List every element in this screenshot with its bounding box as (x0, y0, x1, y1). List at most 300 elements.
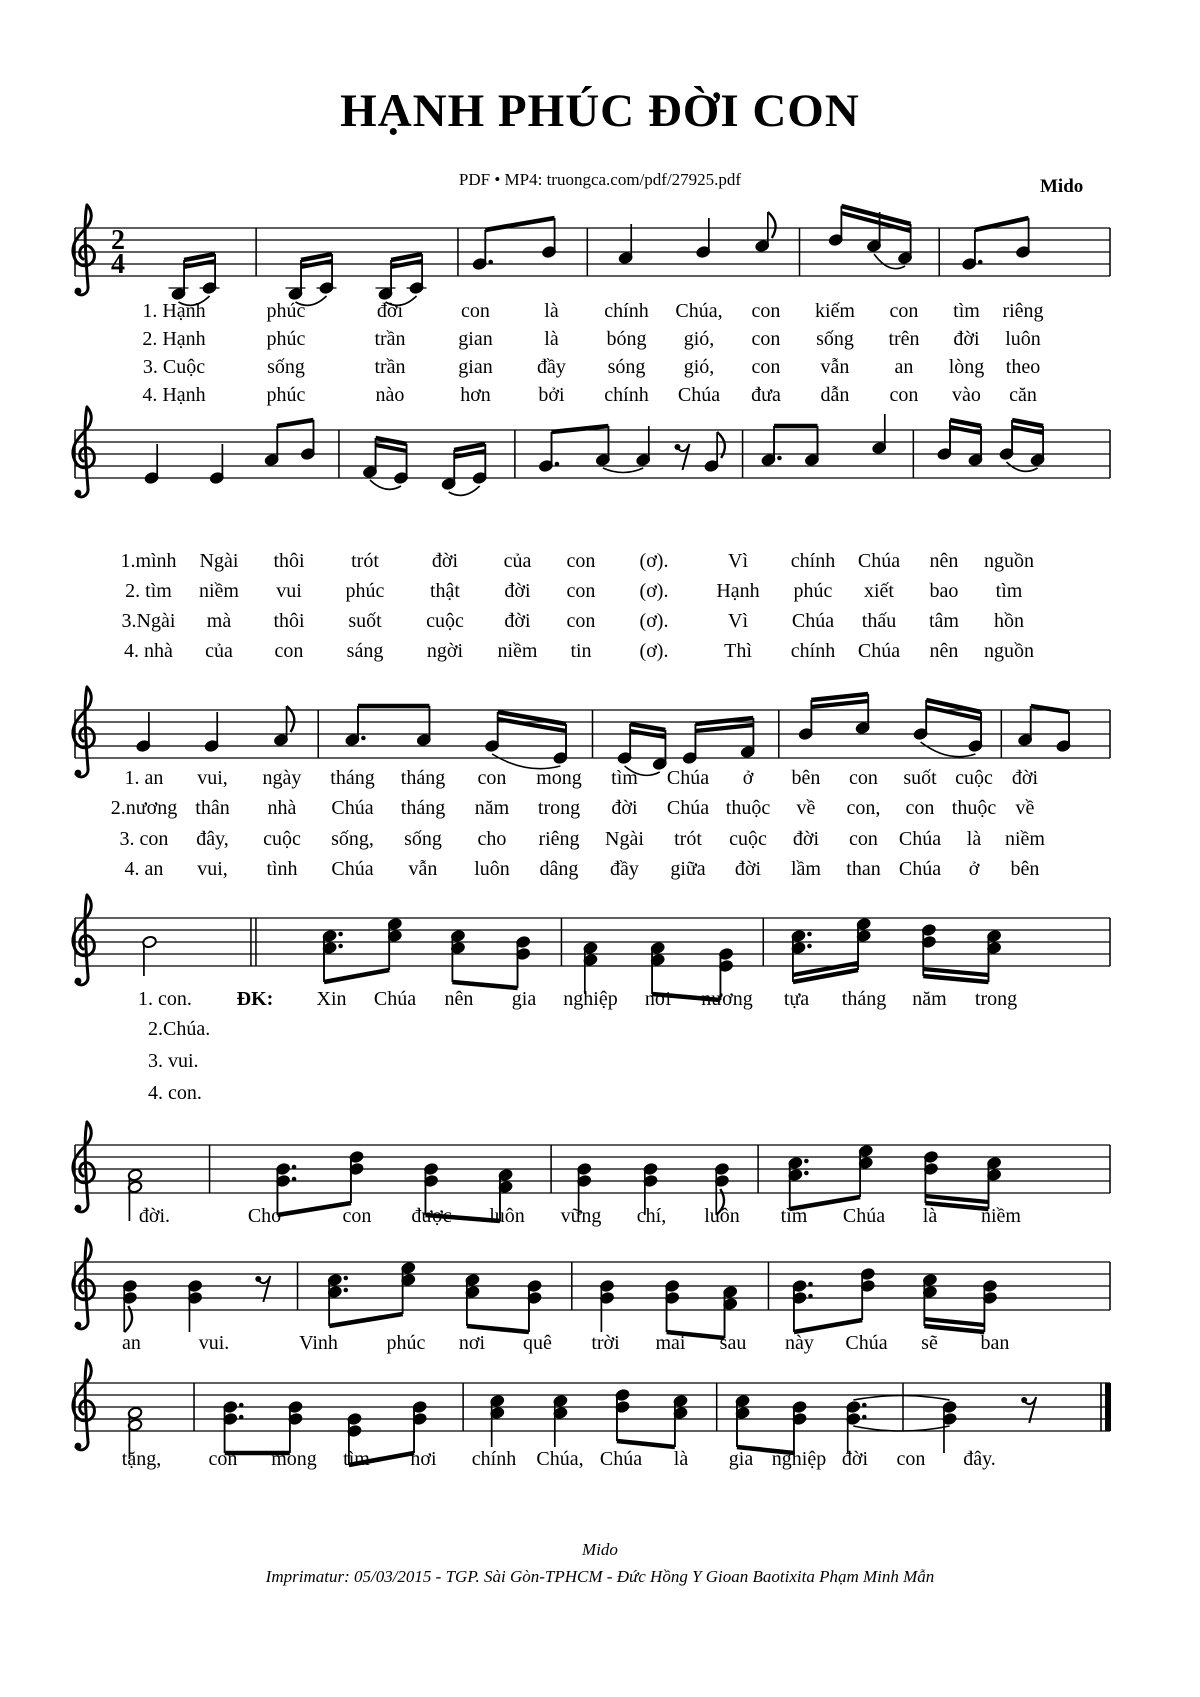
verse-line (110, 795, 1050, 821)
verse-ending: 4. con. (148, 1082, 202, 1104)
lyric-word: niềm (199, 580, 239, 602)
augmentation-dot (978, 260, 983, 265)
treble-clef-icon (75, 1443, 82, 1450)
lyric-word: luôn (704, 1205, 740, 1227)
lyric-word: vẫn (820, 356, 850, 378)
lyric-word: này (785, 1332, 814, 1354)
lyric-word: là (966, 828, 982, 850)
lyric-word: con (751, 300, 781, 322)
lyric-word: con (849, 767, 878, 789)
augmentation-dot (343, 1276, 348, 1281)
verse-line (120, 298, 1050, 324)
lyric-word: thôi (273, 550, 305, 572)
lyric-word: tìm (995, 580, 1023, 602)
lyric-word: Chúa (845, 1332, 888, 1354)
lyric-word: năm (912, 988, 947, 1010)
lyric-word: riêng (1002, 300, 1044, 322)
lyric-word: (ơ). (639, 550, 669, 572)
lyric-word: quê (523, 1332, 552, 1354)
augmentation-dot (488, 260, 493, 265)
beam (695, 725, 753, 731)
lyric-word: bóng (606, 328, 647, 350)
lyric-word: bởi (538, 384, 565, 406)
lyric-word: Chúa (677, 384, 721, 406)
lyric-word: vui. (198, 1332, 230, 1354)
lyric-word: than (846, 858, 881, 880)
verse-line (120, 354, 1050, 380)
beam (923, 976, 988, 982)
lyric-word: 4. Hạnh (142, 384, 206, 406)
beam (301, 254, 332, 260)
lyric-word: Chúa (331, 797, 374, 819)
composer-name: Mido (1040, 176, 1084, 197)
beam (454, 451, 485, 457)
lyric-word: con (208, 1448, 238, 1470)
lyric-word: trần (374, 328, 406, 350)
slur (603, 468, 643, 473)
treble-clef-icon (73, 687, 95, 748)
lyric-word: là (922, 1205, 938, 1227)
lyric-word: con, (846, 797, 881, 819)
lyric-word: nguồn (984, 550, 1034, 572)
lyric-word: chí, (636, 1205, 667, 1227)
lyric-word: luôn (489, 1205, 525, 1227)
lyric-word: năm (474, 797, 510, 819)
lyric-word: kiếm (815, 300, 855, 322)
lyric-word: tháng (400, 797, 446, 819)
lyric-word: chính (790, 640, 836, 662)
lyric-word: 3.Ngài (121, 610, 176, 632)
verse-line (110, 826, 1050, 852)
verse-line (120, 326, 1050, 352)
refrain-line (120, 986, 1030, 1012)
augmentation-dot (239, 1415, 244, 1420)
lyric-word: 2. tìm (125, 580, 172, 602)
lyric-word: 3. Cuộc (142, 356, 206, 378)
augmentation-dot (338, 932, 343, 937)
lyric-word: Ngài (605, 828, 644, 850)
beam (391, 261, 422, 267)
lyric-word: được (411, 1205, 452, 1227)
beam (1012, 420, 1043, 426)
treble-clef-icon (73, 205, 95, 266)
lyric-word: Chúa (857, 550, 901, 572)
lyric-word: hơn (460, 384, 491, 406)
lyric-word: chính (471, 1448, 517, 1470)
lyric-word: tin (570, 640, 592, 662)
lyric-word: Chúa (373, 988, 417, 1010)
lyric-word: cho (477, 828, 507, 850)
lyric-word: bên (791, 767, 821, 789)
lyric-word: sống (816, 328, 854, 350)
refrain-label: ĐK: (236, 988, 274, 1010)
augmentation-dot (555, 462, 560, 467)
lyric-word: Vinh (299, 1332, 338, 1354)
lyric-word: là (544, 328, 559, 350)
beam (324, 970, 389, 982)
lyric-word: 1. an (124, 767, 164, 789)
lyric-word: trót (674, 828, 702, 850)
lyric-word: an (122, 1332, 141, 1354)
lyric-word: phúc (266, 300, 306, 322)
lyric-word: Chúa, (675, 300, 723, 322)
lyric-word: của (503, 550, 532, 572)
lyric-word: niềm (497, 640, 538, 662)
lyric-word: Chúa, (536, 1448, 584, 1470)
lyric-word: tháng (400, 767, 446, 789)
lyric-word: riêng (538, 828, 580, 850)
lyric-word: gian (458, 356, 493, 378)
lyric-word: 3. con (119, 828, 169, 850)
lyric-word: ngời (426, 640, 464, 662)
treble-clef-icon (76, 895, 88, 985)
lyric-word: đây, (196, 828, 229, 850)
page-title: HẠNH PHÚC ĐỜI CON (340, 85, 860, 137)
lyric-word: vui, (197, 858, 228, 880)
lyric-word: mong (536, 767, 582, 789)
lyric-word: trần (374, 356, 406, 378)
lyric-word: về (796, 797, 816, 819)
lyric-word: dâng (539, 858, 579, 880)
lyric-word: Chúa (898, 828, 942, 850)
lyric-word: Chúa (857, 640, 901, 662)
lyric-word: 4. nhà (124, 640, 173, 662)
lyric-word: lòng (948, 356, 985, 378)
augmentation-dot (862, 1415, 867, 1420)
lyric-word: đưa (751, 384, 781, 406)
lyric-word: sống, (331, 828, 374, 850)
lyric-word: vào (952, 384, 981, 406)
beam (376, 445, 407, 451)
lyric-word: 1. Hạnh (142, 300, 206, 322)
lyric-word: con (751, 356, 781, 378)
lyric-word: gia (511, 988, 537, 1010)
lyric-word: là (673, 1448, 689, 1470)
verse-ending: 3. vui. (148, 1050, 199, 1072)
lyric-word: 4. an (124, 858, 164, 880)
treble-clef-icon (76, 205, 88, 295)
lyric-word: Hạnh (716, 580, 760, 602)
treble-clef-icon (76, 1360, 88, 1450)
lyric-word: trót (351, 550, 379, 572)
augmentation-dot (239, 1403, 244, 1408)
lyric-word: đời (1011, 767, 1039, 789)
lyric-word: con (566, 580, 596, 602)
lyric-word: nào (375, 384, 405, 406)
lyric-word: Vì (728, 610, 748, 632)
lyric-word: con (342, 1205, 372, 1227)
refrain-line (100, 1330, 1030, 1356)
lyric-word: 2.nương (110, 797, 178, 819)
treble-clef-icon (75, 770, 82, 777)
lyric-word: nguồn (984, 640, 1034, 662)
augmentation-dot (807, 944, 812, 949)
beam (950, 427, 981, 433)
lyric-word: gia (728, 1448, 754, 1470)
lyric-word: bao (929, 580, 959, 602)
augmentation-dot (777, 456, 782, 461)
lyric-word: thuộc (725, 797, 771, 819)
lyric-word: tìm (953, 300, 980, 322)
beam (811, 694, 868, 700)
source-url-line: PDF • MP4: truongca.com/pdf/27925.pdf (458, 170, 742, 189)
lyric-word: đời (953, 328, 980, 350)
staff-system-3 (60, 665, 1160, 815)
lyric-word: nơi (644, 988, 672, 1010)
beam (376, 438, 407, 444)
beam (695, 718, 753, 724)
slur (921, 742, 976, 757)
lyric-word: theo (1005, 356, 1041, 378)
lyric-word: luôn (474, 858, 510, 880)
augmentation-dot (862, 1403, 867, 1408)
lyric-word: giữa (670, 858, 706, 880)
lyric-word: đời. (138, 1205, 171, 1227)
lyric-word: ban (980, 1332, 1010, 1354)
lyric-word: (ơ). (639, 610, 669, 632)
beam (184, 254, 215, 260)
beam (184, 261, 215, 267)
verse-ending-word: 1. con. (138, 988, 192, 1010)
lyric-word: tháng (841, 988, 887, 1010)
lyric-word: vẫn (408, 858, 438, 880)
lyric-word: phúc (793, 580, 833, 602)
lyric-word: con (477, 767, 507, 789)
augmentation-dot (343, 1288, 348, 1293)
lyric-word: mong (271, 1448, 317, 1470)
lyric-word: con (889, 384, 919, 406)
beam (301, 261, 332, 267)
lyric-word: sóng (607, 356, 646, 378)
lyric-word: gian (458, 328, 493, 350)
beam (391, 254, 422, 260)
tie (853, 1426, 949, 1431)
verse-line (112, 638, 1042, 664)
lyric-word: con (849, 828, 878, 850)
lyric-word: nên (444, 988, 474, 1010)
lyric-word: đầy (610, 858, 639, 880)
treble-clef-icon (75, 490, 82, 497)
lyric-word: Thì (724, 640, 752, 662)
lyric-word: nghiệp (563, 988, 618, 1010)
lyric-word: đời (431, 550, 459, 572)
lyric-word: an (894, 356, 914, 378)
lyric-word: gió, (683, 328, 715, 350)
lyric-word: trong (974, 988, 1018, 1010)
lyric-word: sau (719, 1332, 747, 1354)
lyric-word: gió, (683, 356, 715, 378)
lyric-word: con (896, 1448, 926, 1470)
lyric-word: trong (537, 797, 581, 819)
beam (811, 701, 868, 707)
augmentation-dot (808, 1282, 813, 1287)
lyric-word: hồn (994, 610, 1024, 632)
beam (950, 420, 981, 426)
lyric-word: cuộc (263, 828, 301, 850)
verse-ending: 2.Chúa. (148, 1018, 211, 1040)
treble-clef-icon (73, 1122, 95, 1183)
lyric-word: Ngài (199, 550, 239, 572)
treble-clef-icon (73, 895, 95, 956)
lyric-word: của (205, 640, 233, 662)
lyric-word: con (566, 610, 596, 632)
verse-line (112, 608, 1042, 634)
lyric-word: sáng (346, 640, 384, 662)
lyric-word: thật (430, 580, 460, 602)
lyric-word: niềm (981, 1205, 1021, 1227)
lyric-word: thấu (861, 610, 897, 632)
lyric-word: bên (1010, 858, 1040, 880)
beam (630, 731, 665, 737)
augmentation-dot (292, 1165, 297, 1170)
treble-clef-icon (75, 978, 82, 985)
lyric-word: Chúa (791, 610, 835, 632)
verse-line (110, 765, 1050, 791)
lyric-word: lầm (791, 858, 821, 880)
lyric-word: trời (591, 1332, 620, 1354)
lyric-word: căn (1009, 384, 1037, 406)
lyric-word: suốt (903, 767, 937, 789)
treble-clef-icon (73, 1239, 95, 1300)
lyric-word: trên (888, 328, 920, 350)
lyric-word: đầy (537, 356, 566, 378)
lyric-word: vui, (197, 767, 228, 789)
lyric-word: mai (655, 1332, 686, 1354)
lyric-word: về (1015, 797, 1035, 819)
beam (924, 1319, 984, 1325)
lyric-word: nơi (410, 1448, 437, 1470)
lyric-word: 2. Hạnh (142, 328, 206, 350)
lyric-word: sống (404, 828, 442, 850)
time-signature-numerator: 2 (111, 225, 125, 256)
lyric-word: phúc (386, 1332, 426, 1354)
lyric-word: con (751, 328, 781, 350)
lyric-word: nên (929, 550, 959, 572)
lyric-word: vui (276, 580, 302, 602)
lyric-word: nhà (267, 797, 297, 819)
treble-clef-icon (76, 407, 88, 497)
refrain-line (100, 1446, 1020, 1472)
lyric-word: chính (790, 550, 836, 572)
lyric-word: Chúa (666, 767, 710, 789)
lyric-word: (ơ). (639, 640, 669, 662)
lyric-word: tìm (780, 1205, 808, 1227)
lyric-word: tìm (343, 1448, 370, 1470)
lyric-word: cuộc (955, 767, 993, 789)
lyric-word: đời (792, 828, 820, 850)
lyric-word: là (544, 300, 559, 322)
lyric-word: nơi (458, 1332, 486, 1354)
lyric-word: đời (376, 300, 404, 322)
lyric-word: luôn (1005, 328, 1041, 350)
lyric-word: sống (267, 356, 305, 378)
lyric-word: tâm (929, 610, 959, 632)
lyric-word: Chúa (666, 797, 710, 819)
lyric-word: tìm (611, 767, 638, 789)
lyric-word: tựa (783, 988, 810, 1010)
lyric-word: (ơ). (639, 580, 669, 602)
lyric-word: Chúa (842, 1205, 886, 1227)
lyric-word: nương (701, 988, 753, 1010)
augmentation-dot (808, 1294, 813, 1299)
augmentation-dot (292, 1177, 297, 1182)
lyric-word: nên (929, 640, 959, 662)
verse-line (112, 578, 1042, 604)
lyric-word: Chúa (599, 1448, 643, 1470)
lyric-word: đời (611, 797, 638, 819)
lyric-word: vững (560, 1205, 602, 1227)
lyric-word: tháng (330, 767, 375, 789)
lyric-word: tình (266, 858, 298, 880)
lyric-word: thôi (273, 610, 305, 632)
lyric-word: con (905, 797, 935, 819)
lyric-word: dẫn (820, 384, 850, 406)
treble-clef-icon (75, 288, 82, 295)
beam (329, 1314, 402, 1326)
lyric-word: chính (604, 300, 649, 322)
treble-clef-icon (76, 1239, 88, 1329)
tie (853, 1396, 949, 1401)
lyric-word: thuộc (951, 797, 997, 819)
lyric-word: Chúa (898, 858, 942, 880)
augmentation-dot (804, 1159, 809, 1164)
treble-clef-icon (76, 687, 88, 777)
treble-clef-icon (75, 1322, 82, 1329)
lyric-word: đời (841, 1448, 869, 1470)
time-signature-denominator: 4 (111, 249, 125, 280)
footer-author: Mido (582, 1540, 618, 1559)
lyric-word: đời (734, 858, 762, 880)
lyric-word: Xin (316, 988, 347, 1010)
beam (1012, 427, 1043, 433)
lyric-word: chính (604, 384, 649, 406)
beam (454, 444, 485, 450)
lyric-word: con (889, 300, 919, 322)
lyric-word: đời (504, 610, 531, 632)
footer-imprimatur: Imprimatur: 05/03/2015 - TGP. Sài Gòn-TPHCM - Đức Hồng Y Gioan Baotixita Phạm Minh Mẫn (265, 1567, 935, 1586)
augmentation-dot (807, 932, 812, 937)
lyric-word: con (461, 300, 490, 322)
verse-line (110, 856, 1050, 882)
lyric-word: niềm (1005, 828, 1045, 850)
lyric-word: mà (206, 610, 232, 632)
beam (925, 1196, 988, 1202)
lyric-word: suốt (348, 610, 382, 632)
lyric-word: Chúa (331, 858, 374, 880)
treble-clef-icon (73, 1360, 95, 1421)
lyric-word: nghiệp (771, 1448, 827, 1470)
lyric-word: cuộc (729, 828, 767, 850)
lyric-word: 1.mình (120, 550, 177, 572)
final-barline (1105, 1383, 1111, 1431)
treble-clef-icon (76, 1122, 88, 1212)
beam (277, 420, 313, 426)
lyric-word: ngày (262, 767, 302, 789)
lyric-word: đời (504, 580, 531, 602)
beam (552, 426, 609, 432)
augmentation-dot (361, 736, 366, 741)
lyric-word: sẽ (921, 1332, 938, 1354)
treble-clef-icon (73, 407, 95, 468)
lyric-word: Vì (728, 550, 748, 572)
lyric-word: tặng, (121, 1448, 162, 1470)
lyric-word: đây. (963, 1448, 996, 1470)
lyric-word: thân (195, 797, 230, 819)
lyric-word: ở (742, 767, 754, 789)
augmentation-dot (338, 944, 343, 949)
beam (1031, 706, 1069, 712)
verse-line (120, 382, 1050, 408)
